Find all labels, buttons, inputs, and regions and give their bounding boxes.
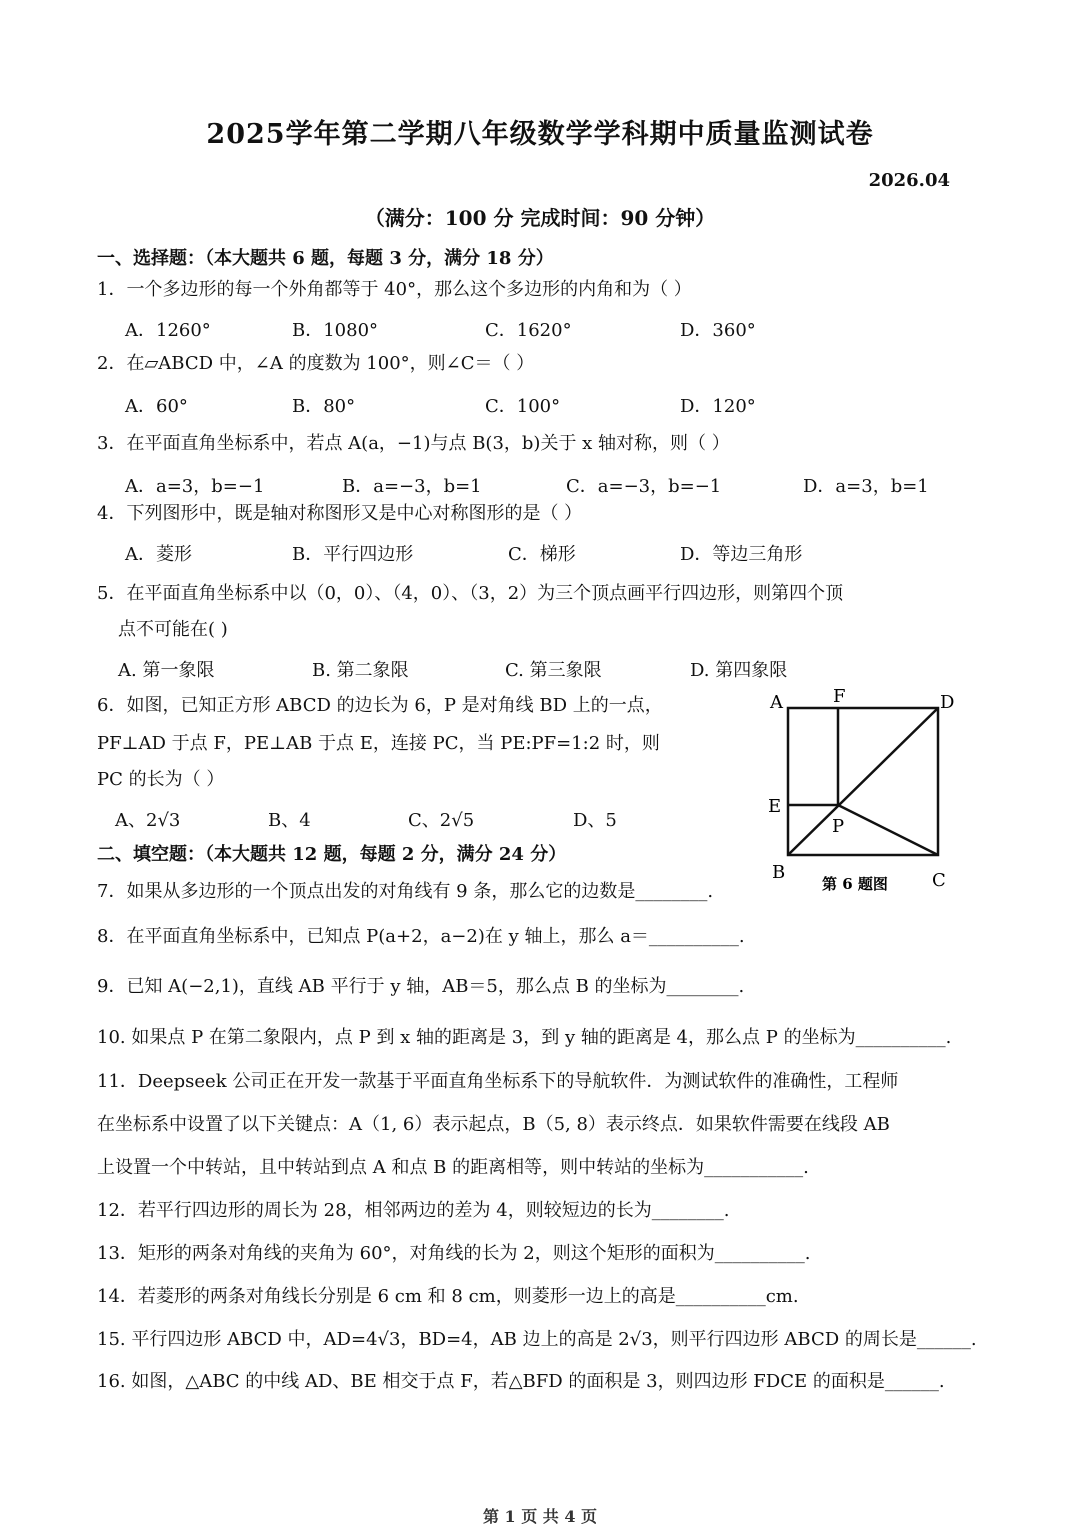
question-5-line2: 点不可能在( ) [118,619,228,640]
question-16: 16. 如图，△ABC 的中线 AD、BE 相交于点 F，若△BFD 的面积是 3，则四边形 FDCE 的面积是______. [97,1371,945,1392]
question-11-line1: 11．Deepseek 公司正在开发一款基于平面直角坐标系下的导航软件．为测试软件的准确性，工程师 [97,1071,899,1092]
option-1d: D．360° [680,320,756,341]
question-6-line3: PC 的长为（ ） [97,769,225,790]
option-3a: A．a=3，b=−1 [125,476,265,497]
option-1c: C．1620° [485,320,572,341]
label-c: C [932,870,946,891]
exam-subtitle: （满分：100 分 完成时间：90 分钟） [364,206,716,230]
option-2d: D．120° [680,396,756,417]
question-11-line3: 上设置一个中转站，且中转站到点 A 和点 B 的距离相等，则中转站的坐标为___________. [97,1157,809,1178]
option-1a: A．1260° [125,320,211,341]
question-8: 8．在平面直角坐标系中，已知点 P(a+2，a−2)在 y 轴上，那么 a＝__________. [97,926,745,947]
option-4a: A．菱形 [125,544,192,565]
question-13: 13．矩形的两条对角线的夹角为 60°，对角线的长为 2，则这个矩形的面积为__________. [97,1243,811,1264]
segment-pc [838,805,938,855]
question-1: 1．一个多边形的每一个外角都等于 40°，那么这个多边形的内角和为（ ） [97,279,692,300]
option-3c: C．a=−3，b=−1 [566,476,722,497]
option-3b: B．a=−3，b=1 [342,476,482,497]
question-6-line2: PF⊥AD 于点 F，PE⊥AB 于点 E，连接 PC，当 PE:PF=1:2 时，则 [97,733,660,754]
section-heading-choice: 一、选择题：（本大题共 6 题，每题 3 分，满分 18 分） [97,248,554,269]
question-14: 14．若菱形的两条对角线长分别是 6 cm 和 8 cm，则菱形一边上的高是__________cm. [97,1286,799,1307]
option-1b: B．1080° [292,320,379,341]
option-5d: D. 第四象限 [690,660,788,681]
question-12: 12．若平行四边形的周长为 28，相邻两边的差为 4，则较短边的长为________. [97,1200,730,1221]
option-5a: A. 第一象限 [118,660,215,681]
option-2b: B．80° [292,396,356,417]
diagonal-bd [788,708,938,855]
section-heading-fill: 二、填空题：（本大题共 12 题，每题 2 分，满分 24 分） [97,844,567,865]
option-6b: B、4 [268,810,311,831]
option-5c: C. 第三象限 [505,660,602,681]
option-6d: D、5 [573,810,617,831]
label-a: A [770,692,783,713]
figure-caption: 第 6 题图 [822,875,888,893]
question-6-line1: 6．如图，已知正方形 ABCD 的边长为 6，P 是对角线 BD 上的一点， [97,695,663,716]
option-6a: A、2√3 [115,810,181,831]
option-4c: C．梯形 [508,544,576,565]
option-3d: D．a=3，b=1 [803,476,929,497]
exam-date: 2026.04 [868,170,950,191]
question-11-line2: 在坐标系中设置了以下关键点：A（1, 6）表示起点，B（5, 8）表示终点．如果软件需要在线段 AB [97,1114,890,1135]
question-4: 4．下列图形中，既是轴对称图形又是中心对称图形的是（ ） [97,503,583,524]
option-6c: C、2√5 [408,810,475,831]
option-4b: B．平行四边形 [292,544,414,565]
page-number: 第 1 页 共 4 页 [482,1507,598,1526]
option-2a: A．60° [125,396,188,417]
option-5b: B. 第二象限 [312,660,409,681]
label-p: P [832,816,845,837]
question-15: 15. 平行四边形 ABCD 中，AD=4√3，BD=4，AB 边上的高是 2√3，则平行四边形 ABCD 的周长是______. [97,1329,977,1350]
option-4d: D．等边三角形 [680,544,803,565]
question-6-figure [760,680,970,900]
question-3: 3．在平面直角坐标系中，若点 A(a，−1)与点 B(3，b)关于 x 轴对称，则（ ） [97,433,730,454]
label-e: E [768,796,782,817]
question-2: 2．在▱ABCD 中，∠A 的度数为 100°，则∠C＝（ ） [97,353,535,374]
question-10: 10. 如果点 P 在第二象限内，点 P 到 x 轴的距离是 3，到 y 轴的距离是 4，那么点 P 的坐标为__________. [97,1027,952,1048]
question-5-line1: 5．在平面直角坐标系中以（0，0）、（4，0）、（3，2）为三个顶点画平行四边形，则第四个顶 [97,583,844,604]
page-title: 2025学年第二学期八年级数学学科期中质量监测试卷 [206,119,874,150]
question-9: 9．已知 A(−2,1)，直线 AB 平行于 y 轴，AB＝5，那么点 B 的坐标为________. [97,976,745,997]
question-7: 7．如果从多边形的一个顶点出发的对角线有 9 条，那么它的边数是________. [97,881,714,902]
label-f: F [833,686,846,707]
label-b: B [772,862,786,883]
option-2c: C．100° [485,396,561,417]
label-d: D [940,692,955,713]
